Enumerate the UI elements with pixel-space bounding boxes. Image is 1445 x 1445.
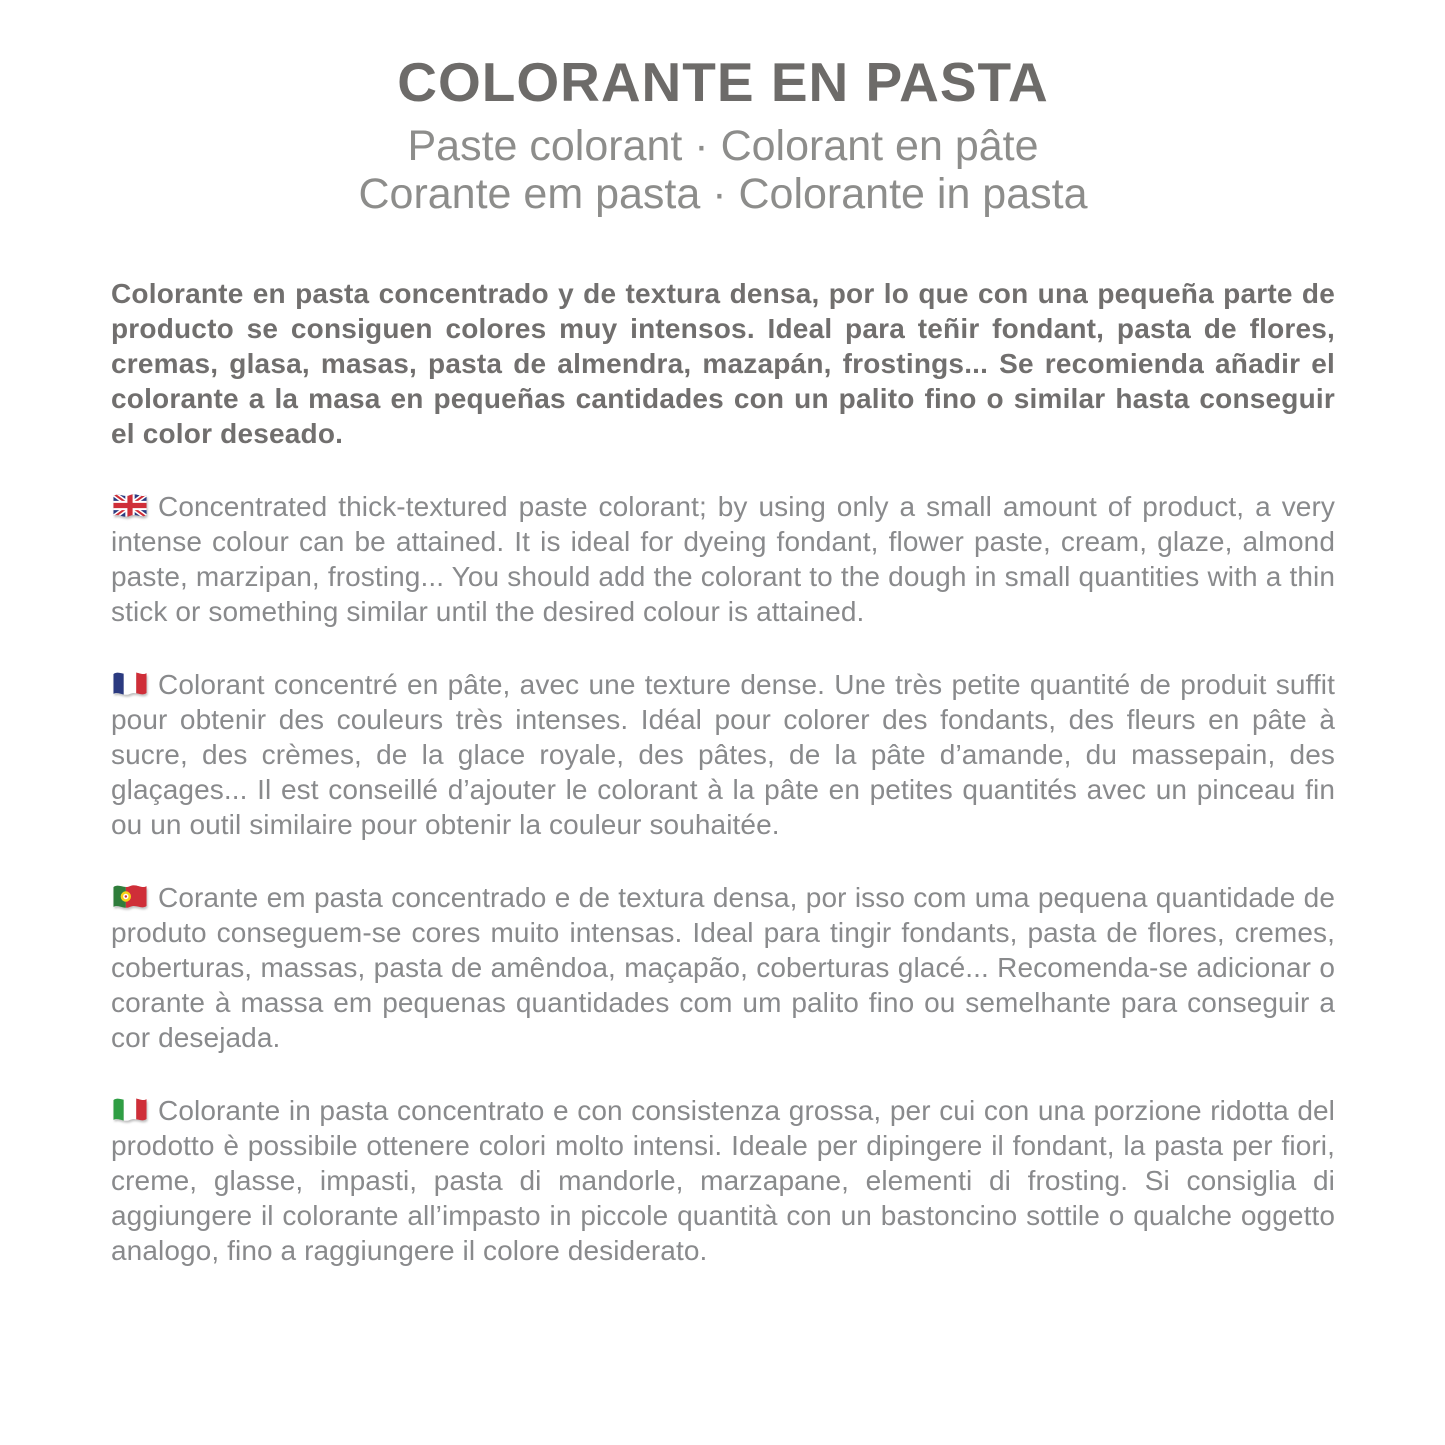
- paragraph-english-text: Concentrated thick-textured paste colorant; by using only a small amount of product, a very intense colour can be attained. It is ideal for dyeing fondant, flower paste, cream, glaze, almond paste, marzipan, frosting... You should add the colorant to the dough in small quantities with a thin stick or something similar until the desired colour is attained.: [111, 491, 1335, 627]
- paragraph-portuguese: [111, 880, 1335, 1055]
- page-title: COLORANTE EN PASTA: [397, 51, 1049, 113]
- paragraph-french-text: Colorant concentré en pâte, avec une texture dense. Une très petite quantité de produit suffit pour obtenir des couleurs très intenses. Idéal pour colorer des fondants, des fleurs en pâte à sucre, des crèmes, de la glace royale, des pâtes, de la pâte d’amande, du massepain, des glaçages... Il est conseillé d’ajouter le colorant à la pâte en petites quantités avec un pinceau fin ou un outil similaire pour obtenir la couleur souhaitée.: [111, 669, 1335, 840]
- uk-flag-icon: [111, 492, 149, 519]
- italy-flag-icon: [111, 1096, 149, 1123]
- paragraph-italian-text: Colorante in pasta concentrato e con consistenza grossa, per cui con una porzione ridotta del prodotto è possibile ottenere colori molto intensi. Ideale per dipingere il fondant, la pasta per fiori, creme, glasse, impasti, pasta di mandorle, marzapane, elementi di frosting. Si consiglia di aggiungere il colorante all’impasto in piccole quantità con un bastoncino sottile o qualche oggetto analogo, fino a raggiungere il colore desiderato.: [111, 1095, 1335, 1266]
- paragraph-french: [111, 667, 1335, 842]
- subtitle-line-2: Corante em pasta · Colorante in pasta: [358, 170, 1088, 218]
- subtitle-block: [111, 122, 1335, 218]
- paragraph-english: [111, 489, 1335, 629]
- portugal-flag-icon: [111, 883, 149, 910]
- description-paragraphs: [111, 276, 1335, 1268]
- paragraph-spanish: [111, 276, 1335, 451]
- subtitle-line-1: Paste colorant · Colorant en pâte: [407, 122, 1039, 170]
- france-flag-icon: [111, 670, 149, 697]
- paragraph-spanish-text: Colorante en pasta concentrado y de textura densa, por lo que con una pequeña parte de producto se consiguen colores muy intensos. Ideal para teñir fondant, pasta de flores, cremas, glasa, masas, pasta de almendra, mazapán, frostings... Se recomienda añadir el colorante a la masa en pequeñas cantidades con un palito fino o similar hasta conseguir el color deseado.: [111, 278, 1335, 449]
- paragraph-portuguese-text: Corante em pasta concentrado e de textura densa, por isso com uma pequena quantidade de produto conseguem-se cores muito intensas. Ideal para tingir fondants, pasta de flores, cremes, coberturas, massas, pasta de amêndoa, maçapão, coberturas glacé... Recomenda-se adicionar o corante à massa em pequenas quantidades com um palito fino ou semelhante para conseguir a cor desejada.: [111, 882, 1335, 1053]
- paragraph-italian: [111, 1093, 1335, 1268]
